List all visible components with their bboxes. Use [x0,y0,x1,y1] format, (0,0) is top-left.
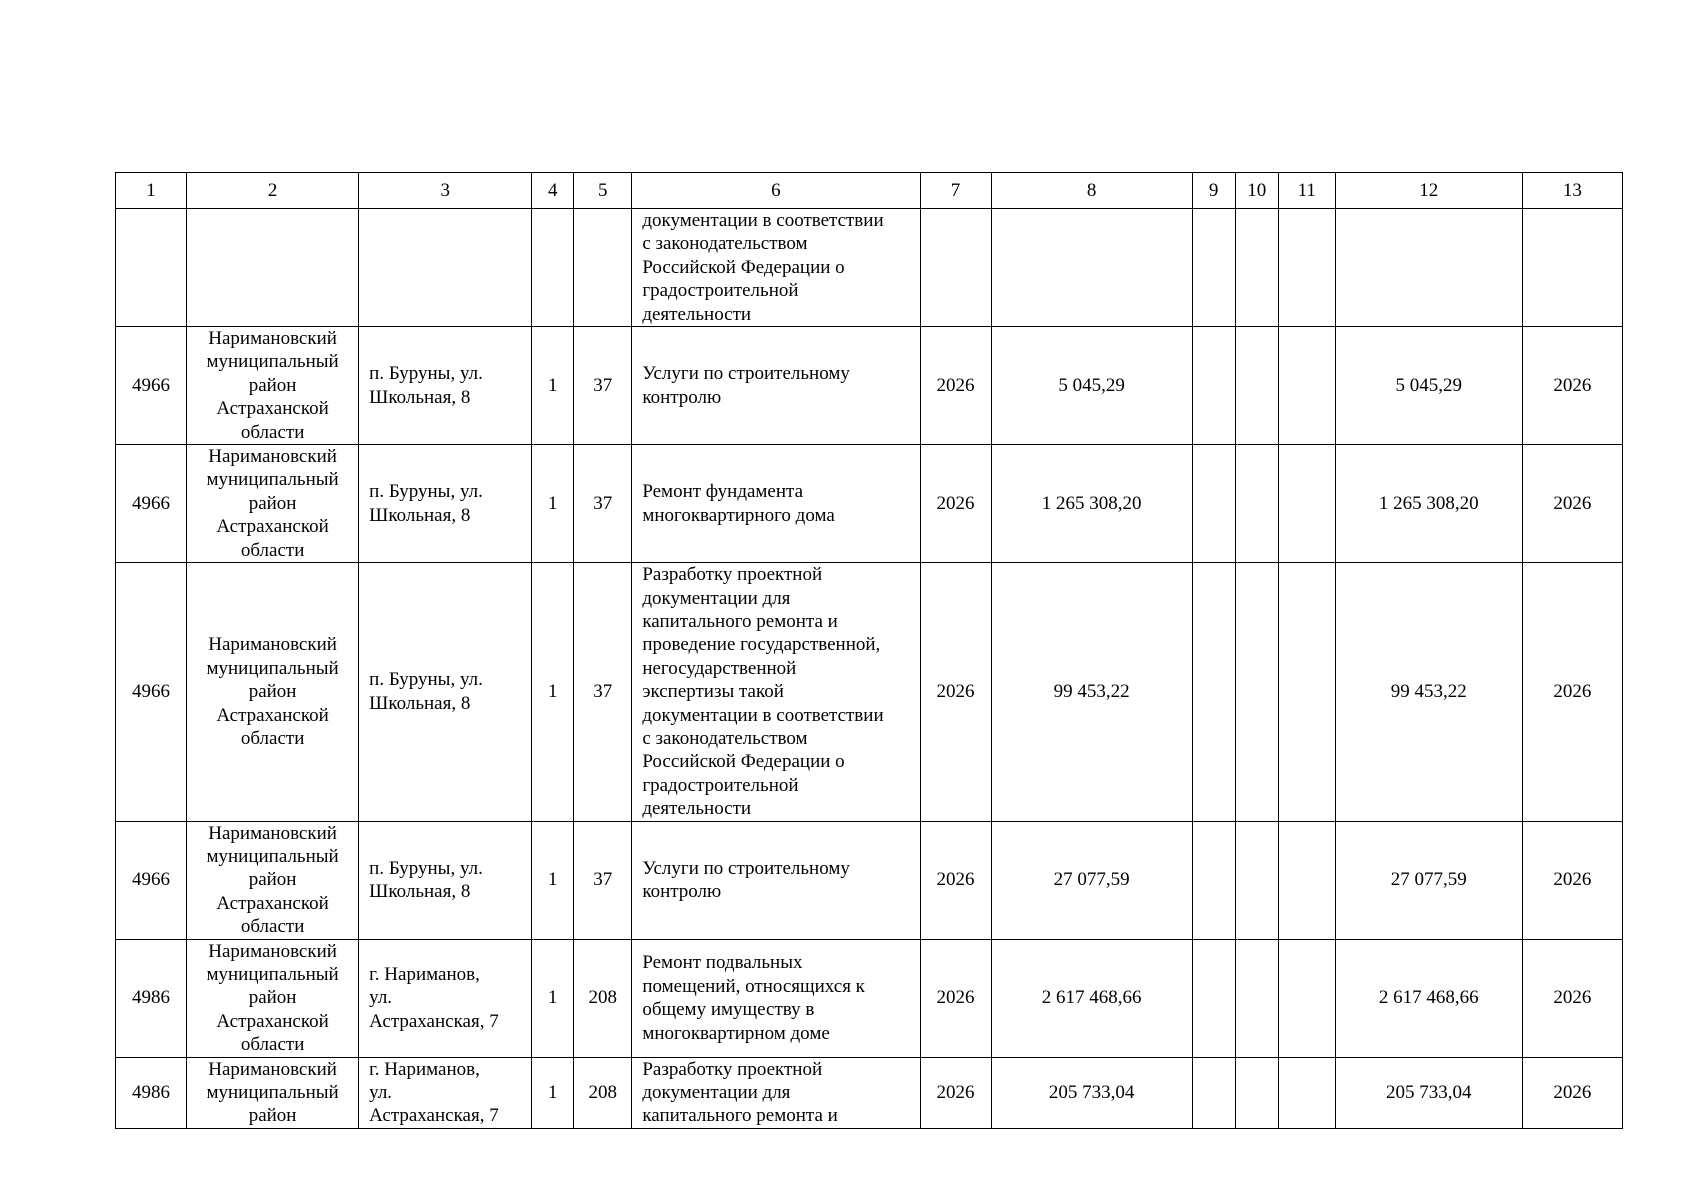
cell-municipality: Наримановский муниципальный район [187,1057,359,1128]
cell-municipality: Наримановский муниципальный район Астраханской области [187,821,359,939]
cell-cost: 99 453,22 [1335,563,1522,821]
table-row [116,563,1623,821]
cell-col10 [1235,1057,1278,1128]
cell-end-year: 2026 [1522,821,1622,939]
table-row [116,1057,1623,1128]
cell-col4: 1 [532,445,574,563]
cell-empty [1522,209,1622,327]
table-row [116,327,1623,445]
cell-total-cost: 27 077,59 [991,821,1192,939]
cell-col11 [1278,327,1335,445]
cell-col5: 208 [574,939,632,1057]
cell-total-cost: 2 617 468,66 [991,939,1192,1057]
cell-total-cost: 5 045,29 [991,327,1192,445]
cell-address: п. Буруны, ул. Школьная, 8 [359,563,532,821]
cell-address: г. Нариманов, ул. Астраханская, 7 [359,1057,532,1128]
cell-empty [1235,209,1278,327]
cell-empty [574,209,632,327]
cell-col10 [1235,445,1278,563]
cell-col10 [1235,327,1278,445]
column-number-row [116,173,1623,209]
cell-cost: 5 045,29 [1335,327,1522,445]
cell-cost: 205 733,04 [1335,1057,1522,1128]
column-header: 1 [116,173,187,209]
cell-end-year: 2026 [1522,445,1622,563]
cell-col4: 1 [532,1057,574,1128]
cell-empty [1278,209,1335,327]
cell-work-type: Ремонт подвальных помещений, относящихся к общему имуществу в многоквартирном доме [632,939,920,1057]
cell-work-type: Разработку проектной документации для капитального ремонта и [632,1057,920,1128]
cell-id: 4966 [116,445,187,563]
cell-municipality: Наримановский муниципальный район Астраханской области [187,939,359,1057]
cell-col9 [1192,1057,1235,1128]
cell-address: п. Буруны, ул. Школьная, 8 [359,327,532,445]
column-header: 10 [1235,173,1278,209]
cell-municipality: Наримановский муниципальный район Астраханской области [187,563,359,821]
cell-col10 [1235,939,1278,1057]
column-header: 4 [532,173,574,209]
cell-id: 4966 [116,327,187,445]
table-row [116,821,1623,939]
column-header: 6 [632,173,920,209]
cell-col5: 37 [574,445,632,563]
column-header: 8 [991,173,1192,209]
cell-end-year: 2026 [1522,1057,1622,1128]
cell-col11 [1278,563,1335,821]
column-header: 11 [1278,173,1335,209]
cell-col11 [1278,821,1335,939]
cell-empty [1335,209,1522,327]
cell-end-year: 2026 [1522,939,1622,1057]
cell-year: 2026 [920,563,991,821]
cell-col9 [1192,563,1235,821]
cell-year: 2026 [920,327,991,445]
cell-work-type: Услуги по строительному контролю [632,821,920,939]
column-header: 5 [574,173,632,209]
column-header: 12 [1335,173,1522,209]
cell-empty [991,209,1192,327]
cell-municipality: Наримановский муниципальный район Астраханской области [187,445,359,563]
column-header: 7 [920,173,991,209]
cell-address: г. Нариманов, ул. Астраханская, 7 [359,939,532,1057]
column-header: 9 [1192,173,1235,209]
cell-empty [116,209,187,327]
cell-end-year: 2026 [1522,563,1622,821]
cell-end-year: 2026 [1522,327,1622,445]
cell-cost: 27 077,59 [1335,821,1522,939]
cell-col9 [1192,821,1235,939]
cell-total-cost: 205 733,04 [991,1057,1192,1128]
cell-total-cost: 1 265 308,20 [991,445,1192,563]
cell-empty [920,209,991,327]
cell-id: 4986 [116,939,187,1057]
cell-total-cost: 99 453,22 [991,563,1192,821]
cell-id: 4966 [116,563,187,821]
column-header: 2 [187,173,359,209]
cell-work-type: Ремонт фундамента многоквартирного дома [632,445,920,563]
cell-address: п. Буруны, ул. Школьная, 8 [359,821,532,939]
cell-col4: 1 [532,327,574,445]
cell-col4: 1 [532,939,574,1057]
cell-cost: 2 617 468,66 [1335,939,1522,1057]
cell-col10 [1235,821,1278,939]
cell-col9 [1192,445,1235,563]
cell-col11 [1278,939,1335,1057]
cell-col5: 208 [574,1057,632,1128]
cell-address: п. Буруны, ул. Школьная, 8 [359,445,532,563]
column-header: 13 [1522,173,1622,209]
cell-col10 [1235,563,1278,821]
cell-municipality: Наримановский муниципальный район Астраханской области [187,327,359,445]
works-table [115,172,1623,1129]
cell-work-type: документации в соответствии с законодательством Российской Федерации о градостроительной деятельности [632,209,920,327]
cell-year: 2026 [920,445,991,563]
cell-empty [1192,209,1235,327]
cell-col5: 37 [574,327,632,445]
table-row-continued [116,209,1623,327]
cell-col4: 1 [532,563,574,821]
cell-year: 2026 [920,821,991,939]
cell-empty [187,209,359,327]
cell-empty [532,209,574,327]
cell-col11 [1278,1057,1335,1128]
table-row [116,939,1623,1057]
cell-cost: 1 265 308,20 [1335,445,1522,563]
cell-work-type: Услуги по строительному контролю [632,327,920,445]
cell-col11 [1278,445,1335,563]
cell-col5: 37 [574,563,632,821]
table-row [116,445,1623,563]
cell-col9 [1192,327,1235,445]
cell-id: 4986 [116,1057,187,1128]
cell-col9 [1192,939,1235,1057]
cell-work-type: Разработку проектной документации для капитального ремонта и проведение государственной, негосударственной экспертизы такой документации в соответствии с законодательством Российской Федерации о градостроительной деятельности [632,563,920,821]
cell-year: 2026 [920,939,991,1057]
cell-col5: 37 [574,821,632,939]
cell-year: 2026 [920,1057,991,1128]
cell-id: 4966 [116,821,187,939]
cell-empty [359,209,532,327]
column-header: 3 [359,173,532,209]
cell-col4: 1 [532,821,574,939]
